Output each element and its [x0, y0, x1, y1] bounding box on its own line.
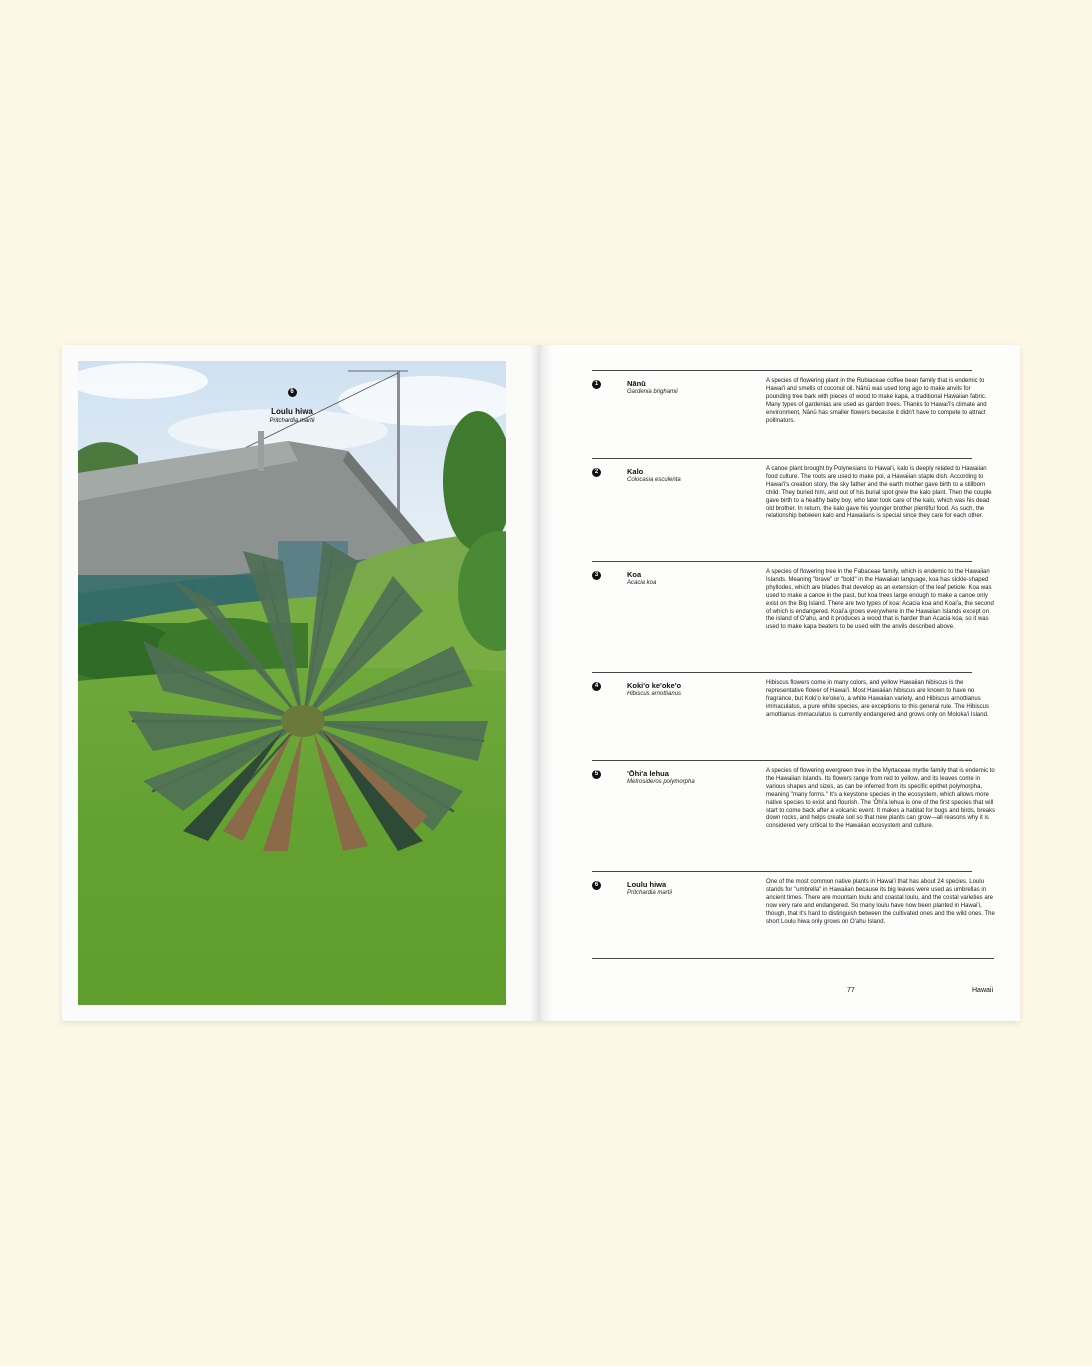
section-title: Hawaii [972, 987, 994, 994]
photo-caption [78, 380, 506, 424]
entry-scientific-name: Gardenia brighamii [627, 389, 678, 395]
page-number: 77 [847, 987, 855, 994]
plant-entry [592, 458, 992, 562]
palm-garden-photo [78, 361, 506, 1005]
plant-entry [592, 561, 994, 673]
entry-name: 'Ōhi'a lehua [627, 769, 669, 778]
magazine-spread [62, 345, 1020, 1021]
entry-scientific-name: Pritchardia martii [627, 890, 673, 896]
entry-description: A species of flowering tree in the Fabaceae family, which is endemic to the Hawaiian Islands. Meaning "brave" or "bold" in the Hawaiian language, koa has sickle-shaped phyllodes, which are blades that develop as an extension of the leaf petiole. Koa was used to make a canoe in the past, but koa trees large enough to make a canoe only exist on the Big Island. There are two types of koa: Acacia koa and Koai'a, the second of which is endangered. Koai'a grows everywhere in the Hawaiian Islands except on the island of O'ahu, and it produces a wood that is harder than Acacia koa, so it was used to make kapa beaters to be used with the anvils described above. [766, 569, 994, 631]
entry-scientific-name: Acacia koa [627, 580, 657, 586]
entry-name: Nānū [627, 379, 646, 388]
entry-number-badge: 3 [592, 571, 601, 580]
entry-description: A canoe plant brought by Polynesians to Hawai'i, kalo is deeply related to Hawaiian food culture. The roots are used to make poi, a Hawaiian staple dish. According to Hawai'i's creation story, the sky father and the earth mother gave birth to a stillborn child. They buried him, and out of his burial spot grew the kalo plant. Then the couple gave birth to a healthy baby boy, who later took care of the kalo, which was his dead old brother. In return, the kalo gave his younger brother plentiful food. As such, the relationship between kalo and Hawaiians is special since they care for each other. [766, 466, 992, 520]
entry-number-badge: 2 [592, 468, 601, 477]
entry-name: Koki'o ke'oke'o [627, 681, 682, 690]
caption-plant-name: Loulu hiwa [271, 407, 313, 416]
plant-entry [592, 871, 995, 959]
entry-scientific-name: Colocasia esculenta [627, 477, 681, 483]
left-page [62, 345, 540, 1021]
plant-entry [592, 760, 996, 872]
entry-description: One of the most common native plants in Hawai'i that has about 24 species. Loulu stands for "umbrella" in Hawaiian because its big leaves were used as umbrellas in ancient times. There are mountain loulu and coastal loulu, and the costal varieties are now very rare and endangered. So many loulu have now been planted in Hawai'i, though, that it's hard to distinguish between the cultivated ones and the wild ones. The short Loulu hiwa only grows on O'ahu Island. [766, 879, 995, 925]
entry-number-badge: 1 [592, 380, 601, 389]
entry-description: Hibiscus flowers come in many colors, and yellow Hawaiian hibiscus is the representative flower of Hawai'i. Most Hawaiian hibiscus are known to have no fragrance, but Koki'o ke'oke'o, a white Hawaiian variety, and Hibiscus arnottianus immaculatus, a pure white species, are exceptions to this general rule. The Hibiscus arnottianus immaculatus is currently endangered and grows only on Moloka'i Island. [766, 680, 989, 718]
entry-number-badge: 5 [592, 770, 601, 779]
bottom-divider [592, 958, 994, 959]
photo-illustration [78, 361, 506, 1005]
entry-scientific-name: Hibiscus arnottianus [627, 691, 682, 697]
caption-number-badge: 6 [288, 388, 297, 397]
entry-name: Kalo [627, 467, 644, 476]
entry-number-badge: 4 [592, 682, 601, 691]
entry-description: A species of flowering plant in the Rubiaceae coffee bean family that is endemic to Hawai'i and smells of coconut oil. Nānū was used long ago to make anvils for pounding tree bark with pieces of wood to make kapa, a traditional Hawaiian fabric. Many types of gardenias are used as garden trees. Thanks to Hawai'i's climate and environment, Nānū has smaller flowers because it didn't have to compete to attract pollinators. [766, 378, 987, 424]
entry-number-badge: 6 [592, 881, 601, 890]
entry-scientific-name: Metrosideros polymorpha [627, 779, 695, 785]
plant-entry [592, 370, 987, 459]
entry-description: A species of flowering evergreen tree in the Myrtaceae myrtle family that is endemic to the Hawaiian Islands. Its flowers range from red to yellow, and its leaves come in various shapes and sizes, as can be inferred from its specific epithet polymorpha, meaning "many forms." It's a keystone species in the ecosystem, which allows more native species to exist and flourish. The 'Ōhi'a lehua is one of the first species that will start to come back after a volcanic event. It makes a habitat for bugs and birds, breaks down rocks, and helps create soil so that new plants can grow—all reasons why it is considered very critical to the Hawaiian ecosystem and culture. [766, 768, 996, 830]
entry-name: Koa [627, 570, 642, 579]
plant-entry [592, 672, 989, 761]
entry-name: Loulu hiwa [627, 880, 667, 889]
right-page [540, 345, 1020, 1021]
caption-scientific-name: Pritchardia martii [269, 418, 315, 424]
